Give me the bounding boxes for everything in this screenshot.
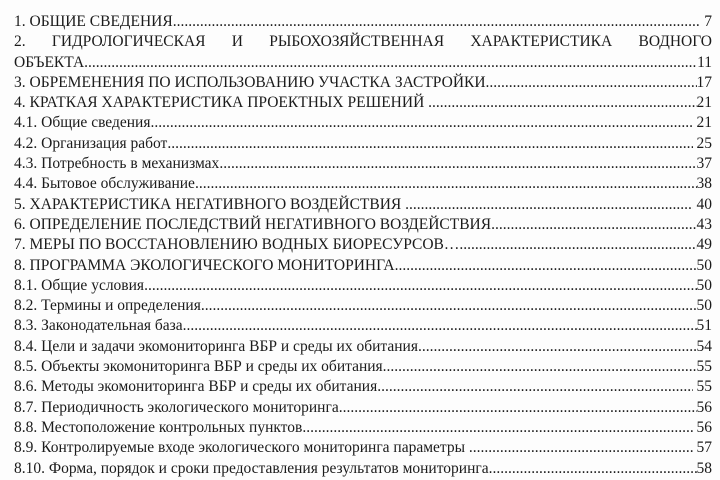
- toc-entry-title: 8.5. Объекты экомониторинга ВБР и среды их обитания: [14, 358, 383, 376]
- page-number: 11: [697, 53, 712, 71]
- toc-entry-7[interactable]: [14, 235, 712, 255]
- toc-entry-title: 8.10. Форма, порядок и сроки предоставления результатов мониторинга: [14, 459, 489, 477]
- toc-entry-1[interactable]: [14, 12, 712, 32]
- page-number: 54: [696, 337, 712, 355]
- toc-entry-4-1[interactable]: [14, 113, 712, 133]
- toc-entry-4-4[interactable]: [14, 174, 712, 194]
- page-number: 21: [696, 94, 712, 112]
- page-number: 58: [696, 459, 712, 477]
- dot-leader: [491, 215, 696, 235]
- toc-entry-4-3[interactable]: [14, 154, 712, 174]
- toc-entry-title: 8.9. Контролируемые входе экологического мониторинга параметры: [14, 439, 469, 457]
- page-number: 17: [696, 73, 712, 91]
- page-number: 56: [692, 418, 712, 436]
- toc-entry-title: 4.3. Потребность в механизмах: [14, 155, 220, 173]
- toc-entry-8-2[interactable]: [14, 296, 712, 316]
- toc-entry-title: 5. ХАРАКТЕРИСТИКА НЕГАТИВНОГО ВОЗДЕЙСТВИЯ: [14, 195, 406, 213]
- dot-leader: [144, 276, 696, 296]
- toc-entry-8-4[interactable]: [14, 337, 712, 357]
- toc-entry-8-3[interactable]: [14, 316, 712, 336]
- dot-leader: [84, 53, 697, 73]
- page-number: 57: [692, 439, 712, 457]
- toc-entry-title: 8.3. Законодательная база: [14, 317, 183, 335]
- toc-entry-2-line1[interactable]: [14, 32, 712, 52]
- dot-leader: [395, 256, 697, 276]
- dot-leader: [418, 337, 697, 357]
- page-number: 25: [692, 134, 712, 152]
- toc-entry-title: 8.4. Цели и задачи экомониторинга ВБР и среды их обитания: [14, 337, 418, 355]
- toc-entry-title: 8.7. Периодичность экологического мониторинга: [14, 398, 339, 416]
- dot-leader: [405, 195, 692, 215]
- dot-leader: [383, 357, 697, 377]
- dot-leader: [150, 113, 692, 133]
- toc-entry-title: 8. ПРОГРАММА ЭКОЛОГИЧЕСКОГО МОНИТОРИНГА: [14, 256, 395, 274]
- page-number: 38: [696, 175, 712, 193]
- toc-entry-8-7[interactable]: [14, 398, 712, 418]
- page-number: 43: [696, 215, 712, 233]
- toc-entry-title: 4.2. Организация работ: [14, 134, 168, 152]
- page-number: 50: [696, 256, 712, 274]
- toc-entry-8-6[interactable]: [14, 377, 712, 397]
- toc-entry-8-9[interactable]: [14, 438, 712, 458]
- toc-entry-title: ОБЪЕКТА: [14, 53, 85, 71]
- toc-entry-4[interactable]: [14, 93, 712, 113]
- toc-entry-8-10[interactable]: [14, 459, 712, 479]
- toc-entry-title: 4.1. Общие сведения: [14, 114, 151, 132]
- toc-entry-title: 8.8. Местоположение контрольных пунктов: [14, 418, 303, 436]
- toc-entry-title: 6. ОПРЕДЕЛЕНИЕ ПОСЛЕДСТВИЙ НЕГАТИВНОГО ВОЗДЕЙСТВИЯ: [14, 215, 492, 233]
- page-number: 56: [696, 398, 712, 416]
- page-number: 40: [692, 195, 712, 213]
- page-number: 50: [696, 297, 712, 315]
- dot-leader: [201, 296, 697, 316]
- dot-leader: [486, 73, 697, 93]
- dot-leader: [302, 418, 692, 438]
- page-number: 21: [692, 114, 712, 132]
- toc-entry-title: 3. ОБРЕМЕНЕНИЯ ПО ИСПОЛЬЗОВАНИЮ УЧАСТКА ЗАСТРОЙКИ: [14, 73, 486, 91]
- page-number: 50: [696, 276, 712, 294]
- dot-leader: [428, 93, 696, 113]
- dot-leader: [459, 235, 696, 255]
- dot-leader: [339, 398, 697, 418]
- toc-entry-title: 8.6. Методы экомониторинга ВБР и среды их обитания: [14, 378, 378, 396]
- toc-entry-6[interactable]: [14, 215, 712, 235]
- dot-leader: [377, 377, 692, 397]
- dot-leader: [167, 134, 692, 154]
- toc-entry-8-1[interactable]: [14, 276, 712, 296]
- toc-entry-title: 4. КРАТКАЯ ХАРАКТЕРИСТИКА ПРОЕКТНЫХ РЕШЕНИЙ: [14, 94, 429, 112]
- page-number: 51: [696, 317, 712, 335]
- toc-entry-title: 2. ГИДРОЛОГИЧЕСКАЯ И РЫБОХОЗЯЙСТВЕННАЯ ХАРАКТЕРИСТИКА ВОДНОГО: [14, 33, 712, 51]
- toc-entry-4-2[interactable]: [14, 134, 712, 154]
- toc-entry-title: 4.4. Бытовое обслуживание: [14, 175, 195, 193]
- dot-leader: [183, 316, 697, 336]
- page-number: 55: [696, 358, 712, 376]
- toc-entry-title: 8.1. Общие условия: [14, 276, 145, 294]
- page-number: 7: [700, 13, 712, 30]
- page-number: 49: [696, 236, 712, 254]
- toc-entry-2-line2[interactable]: [14, 53, 712, 73]
- dot-leader: [489, 459, 697, 479]
- toc-entry-title: 8.2. Термины и определения: [14, 297, 201, 315]
- toc-entry-5[interactable]: [14, 195, 712, 215]
- dot-leader: [173, 12, 701, 32]
- page-number: 37: [696, 155, 712, 173]
- toc-entry-3[interactable]: [14, 73, 712, 93]
- page-number: 55: [692, 378, 712, 396]
- dot-leader: [469, 438, 693, 458]
- toc-entry-8-8[interactable]: [14, 418, 712, 438]
- dot-leader: [219, 154, 696, 174]
- toc-entry-title: 1. ОБЩИЕ СВЕДЕНИЯ: [14, 13, 173, 30]
- toc-entry-title: 7. МЕРЫ ПО ВОССТАНОВЛЕНИЮ ВОДНЫХ БИОРЕСУРСОВ…: [14, 236, 460, 254]
- toc-entry-8[interactable]: [14, 256, 712, 276]
- toc-entry-8-5[interactable]: [14, 357, 712, 377]
- dot-leader: [195, 174, 697, 194]
